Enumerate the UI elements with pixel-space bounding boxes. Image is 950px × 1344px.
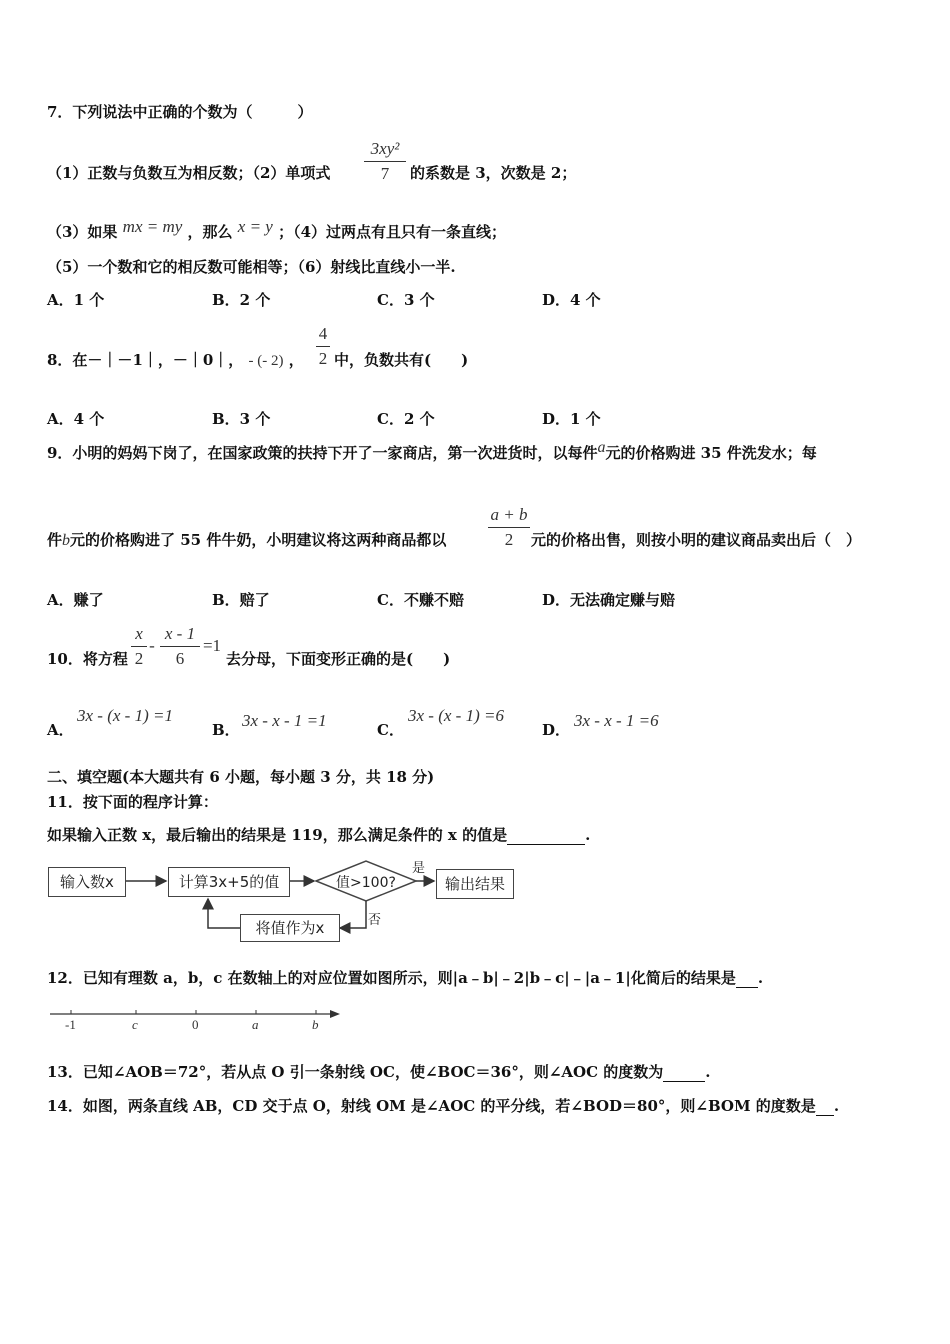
q7-stem: 7．下列说法中正确的个数为（ ） — [47, 103, 313, 121]
q7-line2-c: ；（4）过两点有且只有一条直线； — [278, 223, 507, 241]
q12-number-line — [46, 1002, 346, 1036]
q7-line1-b: 的系数是 3，次数是 2； — [410, 164, 577, 182]
q9-var-b: b — [62, 532, 71, 549]
q9-fraction — [488, 505, 530, 550]
q13-end: . — [705, 1063, 711, 1081]
q13-answer-blank — [663, 1063, 705, 1082]
q10-option-a-expr: 3x - (x - 1) =1 — [77, 706, 173, 725]
q12-answer-blank — [736, 969, 758, 988]
q10-f2-den: 6 — [175, 649, 185, 668]
q8-stem-a: 8．在－｜－1｜，－｜0｜， — [47, 351, 244, 369]
q7-line1-a: （1）正数与负数互为相反数；（2）单项式 — [47, 164, 331, 182]
q7-option-c: C．3 个 — [377, 291, 435, 309]
q10-eq: =1 — [202, 636, 222, 655]
axis-label-b: b — [312, 1017, 319, 1032]
q10-f1-den: 2 — [134, 649, 144, 668]
q10-stem-b: 去分母，下面变形正确的是( ) — [226, 650, 451, 668]
section-2-heading: 二、填空题(本大题共有 6 小题，每小题 3 分，共 18 分) — [47, 768, 435, 786]
q10-f2-num: x - 1 — [164, 624, 196, 643]
q10-option-d-expr: 3x - x - 1 =6 — [574, 711, 659, 730]
q14-stem — [47, 1095, 839, 1116]
q8-comma: ， — [288, 351, 304, 369]
flow-no-label: 否 — [368, 913, 382, 928]
flow-compute-box: 计算3x+5的值 — [168, 867, 290, 897]
q10-stem-a: 10．将方程 — [47, 650, 128, 668]
q7-eq2: x = y — [237, 217, 273, 236]
q7-eq1: mx = my — [122, 217, 183, 236]
q9-line2 — [47, 529, 446, 550]
axis-label-c: c — [132, 1017, 138, 1032]
q11-stem: 11．按下面的程序计算： — [47, 793, 218, 811]
q12-stem-text: 12．已知有理数 a，b，c 在数轴上的对应位置如图所示，则|a﹣b|﹣2|b﹣c|﹣|a﹣1|化简后的结果是 — [47, 969, 736, 987]
q8-frac-num: 4 — [318, 324, 328, 343]
arrow-cond-no-branch — [340, 901, 366, 928]
q10-minus: - — [149, 636, 155, 655]
arrow-feedback-to-compute — [208, 899, 240, 928]
q8-fraction — [316, 324, 330, 369]
q7-line1 — [47, 162, 330, 183]
q10-option-b-expr: 3x - x - 1 =1 — [242, 711, 327, 730]
q7-frac-den: 7 — [380, 164, 390, 183]
q10-fraction-2 — [160, 624, 200, 669]
q9-option-a: A．赚了 — [47, 591, 104, 609]
q9-option-d: D．无法确定赚与赔 — [542, 591, 676, 609]
q9-line2-b: 元的价格购进了 55 件牛奶，小明建议将这两种商品都以 — [70, 531, 447, 549]
q7-line2-b: ，那么 — [187, 223, 233, 241]
flow-condition-label: 值>100? — [336, 875, 396, 891]
q9-line1-a: 9．小明的妈妈下岗了，在国家政策的扶持下开了一家商店，第一次进货时，以每件 — [47, 444, 598, 462]
q7-option-d: D．4 个 — [542, 291, 601, 309]
q8-expr: - (- 2) — [248, 353, 284, 369]
q11-answer-blank — [507, 826, 585, 845]
flow-feedback-box: 将值作为x — [240, 914, 340, 942]
q9-frac-num: a + b — [490, 505, 528, 524]
q11-flowchart — [46, 855, 516, 945]
q7-option-a: A．1 个 — [47, 291, 105, 309]
q7-fraction — [364, 139, 406, 184]
q9-option-c: C．不赚不赔 — [377, 591, 464, 609]
q9-line1-b: 元的价格购进 35 件洗发水；每 — [605, 444, 817, 462]
q10-option-b-letter: B． — [212, 721, 240, 739]
q12-end: . — [757, 969, 764, 987]
q14-text: 14．如图，两条直线 AB，CD 交于点 O，射线 OM 是∠AOC 的平分线，若∠BOD＝80°，则∠BOM 的度数是 — [47, 1097, 816, 1115]
axis-label-minus-1: -1 — [65, 1017, 76, 1032]
q14-answer-blank — [816, 1097, 834, 1116]
q13-stem — [47, 1061, 711, 1082]
q8-frac-den: 2 — [318, 349, 328, 368]
q10-option-c-expr: 3x - (x - 1) =6 — [408, 706, 504, 725]
q8-stem-b: 中，负数共有( ) — [334, 351, 469, 369]
q7-line3: （5）一个数和它的相反数可能相等；（6）射线比直线小一半. — [47, 258, 456, 276]
flow-yes-label: 是 — [412, 861, 426, 876]
q13-text: 13．已知∠AOB＝72°，若从点 O 引一条射线 OC，使∠BOC＝36°，则∠AOC 的度数为 — [47, 1063, 664, 1081]
q10-fraction-1 — [131, 624, 147, 669]
q8-option-b: B．3 个 — [212, 410, 271, 428]
q10-option-d-letter: D． — [542, 721, 571, 739]
q8-stem — [47, 349, 304, 370]
q9-frac-den: 2 — [504, 530, 514, 549]
q10-option-a-letter: A． — [47, 721, 74, 739]
q9-line2-a: 件 — [47, 531, 63, 549]
flow-input-box: 输入数x — [48, 867, 126, 897]
q11-line-end: . — [585, 826, 591, 844]
q8-option-c: C．2 个 — [377, 410, 435, 428]
q11-line — [47, 824, 590, 845]
q7-line2 — [47, 217, 507, 242]
q8-option-d: D．1 个 — [542, 410, 601, 428]
q12-stem — [47, 967, 763, 988]
q14-end: . — [833, 1097, 840, 1115]
q7-line2-a: （3）如果 — [47, 223, 118, 241]
q9-line1 — [47, 439, 817, 463]
q7-frac-num: 3xy² — [370, 139, 400, 158]
q10-option-c-letter: C． — [377, 721, 404, 739]
axis-label-0: 0 — [192, 1017, 199, 1032]
q9-var-a: a — [597, 439, 606, 456]
q9-line2-c: 元的价格出售，则按小明的建议商品卖出后（ ） — [531, 531, 862, 549]
q8-option-a: A．4 个 — [47, 410, 105, 428]
q9-option-b: B．赔了 — [212, 591, 270, 609]
q10-f1-num: x — [135, 624, 143, 643]
q11-line-text: 如果输入正数 x，最后输出的结果是 119，那么满足条件的 x 的值是 — [47, 826, 508, 844]
axis-label-a: a — [252, 1017, 259, 1032]
flow-output-box: 输出结果 — [436, 869, 514, 899]
q7-option-b: B．2 个 — [212, 291, 271, 309]
